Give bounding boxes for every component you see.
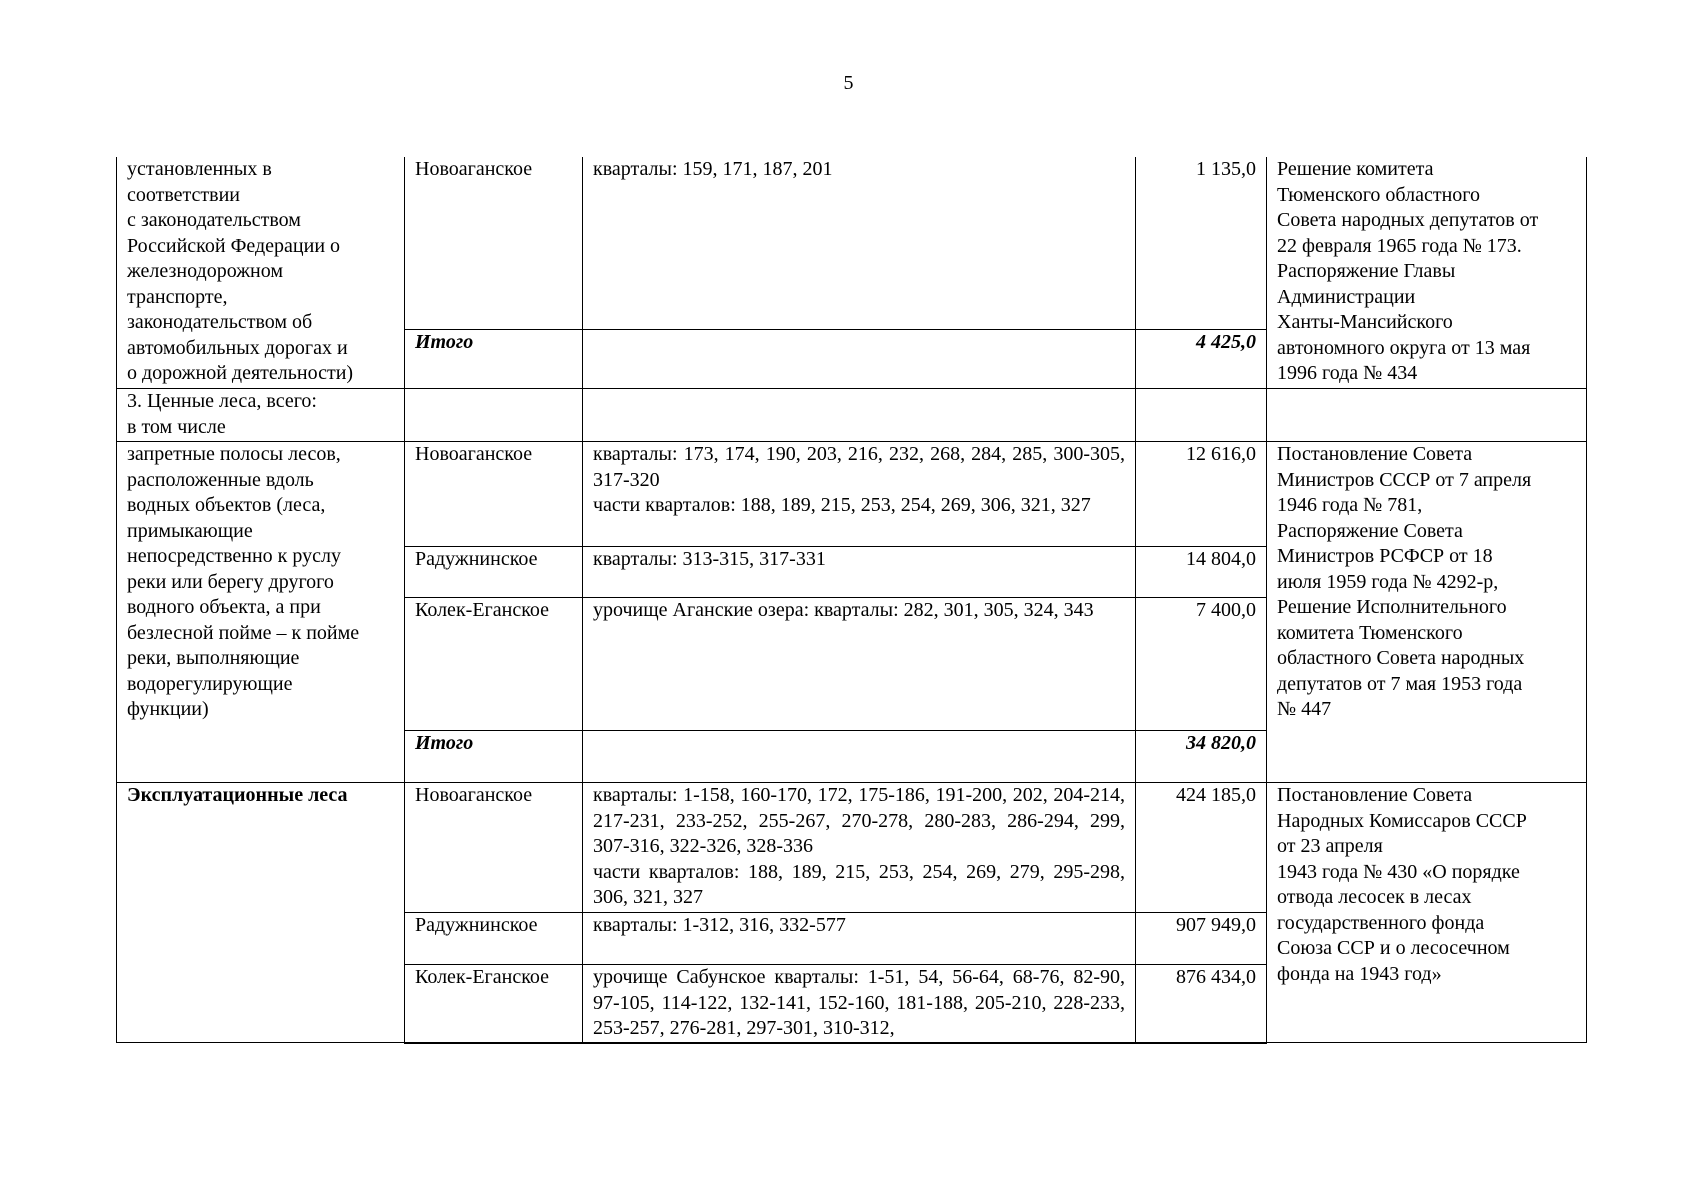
text-line: Тюменского областного bbox=[1277, 183, 1480, 206]
area-cell: 14 804,0 bbox=[1136, 547, 1267, 598]
legal-basis-cell bbox=[1267, 442, 1587, 783]
text-line: Распоряжение Совета bbox=[1277, 519, 1463, 542]
quarters-cell bbox=[583, 783, 1136, 913]
area-cell: 7 400,0 bbox=[1136, 598, 1267, 731]
empty-cell bbox=[583, 731, 1136, 783]
text-line: транспорте, bbox=[127, 285, 228, 308]
partial-quarters-text: части кварталов: 188, 189, 215, 253, 254, 269, 279, 295-298, 306, 321, 327 bbox=[593, 860, 1125, 908]
text-line: Российской Федерации о bbox=[127, 234, 341, 257]
quarters-cell: урочище Аганские озера: кварталы: 282, 301, 305, 324, 343 bbox=[583, 598, 1136, 731]
text-line: расположенные вдоль bbox=[127, 468, 314, 491]
text-line: Администрации bbox=[1277, 285, 1416, 308]
legal-basis-cell bbox=[1267, 157, 1587, 389]
text-line: водных объектов (леса, bbox=[127, 494, 326, 516]
text-line: Постановление Совета bbox=[1277, 784, 1473, 806]
total-label: Итого bbox=[405, 330, 583, 389]
text-line: от 23 апреля bbox=[1277, 835, 1383, 857]
quarters-text: кварталы: 1-158, 160-170, 172, 175-186, 191-200, 202, 204-214, 217-231, 233-252, 255-267, 270-278, 280-283, 286-294, 299, 307-316, 322-326, 328-336 bbox=[593, 784, 1125, 857]
text-line: соответствии bbox=[127, 183, 241, 206]
forestry-cell: Радужнинское bbox=[405, 913, 583, 965]
text-line: Союза ССР и о лесосечном bbox=[1277, 937, 1510, 959]
table-row bbox=[117, 442, 1587, 547]
text-line: Решение Исполнительного bbox=[1277, 596, 1507, 618]
quarters-cell: кварталы: 313-315, 317-331 bbox=[583, 547, 1136, 598]
forestry-cell: Радужнинское bbox=[405, 547, 583, 598]
area-cell: 424 185,0 bbox=[1136, 783, 1267, 913]
text-line: Народных Комиссаров СССР bbox=[1277, 809, 1527, 832]
text-line: установленных в bbox=[127, 158, 272, 180]
text-line: комитета Тюменского bbox=[1277, 621, 1463, 644]
area-cell: 876 434,0 bbox=[1136, 965, 1267, 1043]
text-line: 1996 года № 434 bbox=[1277, 362, 1418, 384]
section-heading-cell bbox=[117, 389, 405, 442]
forestry-cell: Новоаганское bbox=[405, 783, 583, 913]
text-line: безлесной пойме – к пойме bbox=[127, 621, 360, 644]
forestry-cell: Колек-Еганское bbox=[405, 598, 583, 731]
total-label: Итого bbox=[405, 731, 583, 783]
section-heading-cell: Эксплуатационные леса bbox=[117, 783, 405, 1043]
forestry-cell: Колек-Еганское bbox=[405, 965, 583, 1043]
text-line: железнодорожном bbox=[127, 260, 284, 282]
table-row bbox=[117, 389, 1587, 442]
text-line: 1946 года № 781, bbox=[1277, 494, 1423, 516]
text-line: реки или берегу другого bbox=[127, 570, 334, 593]
category-description-cell bbox=[117, 157, 405, 389]
text-line: Распоряжение Главы bbox=[1277, 260, 1456, 282]
text-line: Постановление Совета bbox=[1277, 443, 1473, 465]
text-line: государственного фонда bbox=[1277, 911, 1485, 934]
table-row bbox=[117, 783, 1587, 913]
quarters-cell bbox=[583, 442, 1136, 547]
empty-cell bbox=[583, 389, 1136, 442]
text-line: законодательством об bbox=[127, 311, 313, 333]
empty-cell bbox=[583, 330, 1136, 389]
category-description-cell bbox=[117, 442, 405, 783]
text-line: примыкающие bbox=[127, 519, 253, 542]
area-cell: 907 949,0 bbox=[1136, 913, 1267, 965]
text-line: 3. Ценные леса, всего: bbox=[127, 390, 317, 412]
total-value: 4 425,0 bbox=[1136, 330, 1267, 389]
legal-basis-cell bbox=[1267, 783, 1587, 1043]
text-line: водорегулирующие bbox=[127, 672, 293, 695]
text-line: водного объекта, а при bbox=[127, 596, 321, 618]
text-line: о дорожной деятельности) bbox=[127, 362, 354, 384]
text-line: депутатов от 7 мая 1953 года bbox=[1277, 672, 1523, 695]
text-line: запретные полосы лесов, bbox=[127, 443, 341, 465]
text-line: функции) bbox=[127, 698, 209, 720]
text-line: Совета народных депутатов от bbox=[1277, 209, 1539, 231]
quarters-cell: кварталы: 159, 171, 187, 201 bbox=[583, 157, 1136, 330]
text-line: реки, выполняющие bbox=[127, 647, 300, 669]
forest-table bbox=[116, 157, 1587, 1044]
page-number: 5 bbox=[843, 72, 854, 94]
forestry-cell: Новоаганское bbox=[405, 442, 583, 547]
text-line: Министров СССР от 7 апреля bbox=[1277, 468, 1532, 491]
empty-cell bbox=[1136, 389, 1267, 442]
text-line: автомобильных дорогах и bbox=[127, 336, 348, 359]
total-value: 34 820,0 bbox=[1136, 731, 1267, 783]
text-line: автономного округа от 13 мая bbox=[1277, 336, 1531, 359]
text-line: фонда на 1943 год» bbox=[1277, 962, 1442, 985]
table-row bbox=[117, 157, 1587, 330]
text-line: Ханты-Мансийского bbox=[1277, 311, 1453, 333]
forestry-cell: Новоаганское bbox=[405, 157, 583, 330]
text-line: отвода лесосек в лесах bbox=[1277, 886, 1472, 908]
text-line: в том числе bbox=[127, 415, 226, 438]
text-line: областного Совета народных bbox=[1277, 647, 1525, 669]
text-line: Министров РСФСР от 18 bbox=[1277, 545, 1493, 567]
text-line: № 447 bbox=[1277, 698, 1332, 720]
text-line: 1943 года № 430 «О порядке bbox=[1277, 860, 1520, 883]
text-line: Решение комитета bbox=[1277, 158, 1434, 180]
text-line: с законодательством bbox=[127, 209, 301, 231]
quarters-cell: кварталы: 1-312, 316, 332-577 bbox=[583, 913, 1136, 965]
quarters-text: кварталы: 173, 174, 190, 203, 216, 232, 268, 284, 285, 300-305, 317-320 bbox=[593, 443, 1125, 491]
empty-cell bbox=[1267, 389, 1587, 442]
partial-quarters-text: части кварталов: 188, 189, 215, 253, 254, 269, 306, 321, 327 bbox=[593, 494, 1091, 516]
quarters-cell: урочище Сабунское кварталы: 1-51, 54, 56-64, 68-76, 82-90, 97-105, 114-122, 132-141, 152-160, 181-188, 205-210, 228-233, 253-257, 276-281, 297-301, 310-312, bbox=[583, 965, 1136, 1043]
empty-cell bbox=[405, 389, 583, 442]
text-line: июля 1959 года № 4292-р, bbox=[1277, 570, 1499, 593]
text-line: 22 февраля 1965 года № 173. bbox=[1277, 234, 1522, 257]
text-line: непосредственно к руслу bbox=[127, 545, 341, 567]
area-cell: 1 135,0 bbox=[1136, 157, 1267, 330]
area-cell: 12 616,0 bbox=[1136, 442, 1267, 547]
